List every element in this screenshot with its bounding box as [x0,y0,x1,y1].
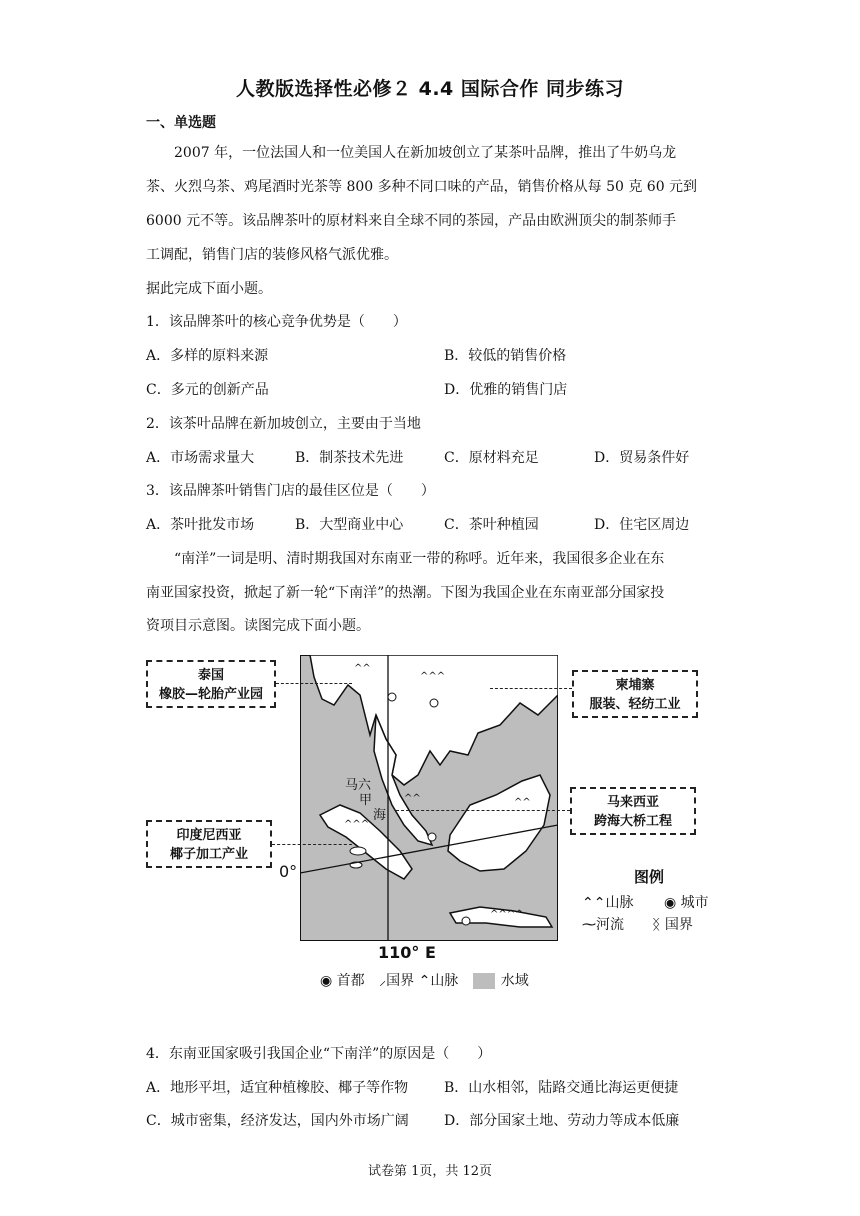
water-swatch [473,973,495,989]
city-marker [388,693,396,701]
southeast-asia-map [300,655,558,941]
mountain-icon: ^^^ [420,671,446,682]
section-heading: 一、单选题 [146,115,216,131]
q4-option-c: C．城市密集，经济发达，国内外市场广阔 [146,1113,409,1129]
q1-option-a: A．多样的原料来源 [146,348,269,364]
mountain-icon: ⌃⌃ [582,895,606,911]
q1-option-d: D．优雅的销售门店 [444,382,568,398]
mountain-icon: ⌃ [418,973,431,989]
callout-project: 椰子加工产业 [169,847,248,862]
passage1-instruction: 据此完成下面小题。 [146,281,272,297]
mountain-icon: ^^ [514,797,531,808]
callout-project: 服装、轻纺工业 [589,697,681,712]
legend-border-label: 国界 [386,973,415,989]
capital-icon: ◉ [320,973,333,989]
legend-city: ◉ 城市 [664,895,709,911]
q2-option-d: D．贸易条件好 [594,450,690,466]
legend-title: 图例 [634,868,665,886]
bottom-legend [320,970,529,990]
q1-option-b: B．较低的销售价格 [444,348,567,364]
page-title: 人教版选择性必修２ 4.4 国际合作 同步练习 [235,78,624,100]
city-marker [428,833,436,841]
sea-label-char: 海 [373,808,387,823]
callout-indonesia [146,820,272,868]
legend-border: ᛝ 国界 [652,917,693,933]
q2-option-b: B．制茶技术先进 [295,450,404,466]
city-marker [430,699,438,707]
passage2-line: “南洋”一词是明、清时期我国对东南亚一带的称呼。近年来，我国很多企业在东 [174,551,665,567]
question-2-stem: 2．该茶叶品牌在新加坡创立，主要由于当地 [146,416,421,432]
passage2-line: 南亚国家投资，掀起了新一轮“下南洋”的热潮。下图为我国企业在东南亚部分国家投 [146,585,665,601]
callout-leader [396,810,570,811]
river-icon: ⁓ [582,917,596,933]
callout-leader [272,844,352,845]
legend-capital-label: 首都 [336,973,365,989]
callout-leader [490,688,572,689]
legend-water-label: 水域 [500,973,529,989]
passage2-line: 资项目示意图。读图完成下面小题。 [146,618,370,634]
sea-label-char: 甲 [359,793,373,808]
passage1-line: 2007 年，一位法国人和一位美国人在新加坡创立了某茶叶品牌，推出了牛奶乌龙 [174,145,677,161]
callout-thailand [146,660,276,708]
malacca-sea-label [345,778,386,823]
map-graphic [300,655,558,941]
meridian-label: 110° E [378,943,436,962]
small-island [350,847,366,855]
q4-option-a: A．地形平坦，适宜种植橡胶、椰子等作物 [146,1080,409,1096]
mountain-icon: ^^ [404,793,421,804]
passage1-line: 茶、火烈乌茶、鸡尾酒时光茶等 800 多种不同口味的产品，销售价格从每 50 克 60 元到 [146,179,698,195]
city-icon: ◉ [664,895,681,911]
q4-option-b: B．山水相邻，陆路交通比海运更便捷 [444,1080,679,1096]
question-1-stem: 1．该品牌茶叶的核心竞争优势是（ ） [146,314,407,330]
q3-option-b: B．大型商业中心 [295,517,404,533]
legend-mountain-label: 山脉 [430,973,459,989]
callout-country: 马来西亚 [606,795,659,810]
mountain-icon: ^^^^ [490,909,524,920]
q2-option-a: A．市场需求量大 [146,450,255,466]
legend-river: ⁓河流 [582,917,624,933]
q3-option-a: A．茶叶批发市场 [146,517,255,533]
callout-country: 柬埔寨 [615,678,655,693]
q3-option-d: D．住宅区周边 [594,517,690,533]
callout-leader [276,683,352,684]
border-icon: ᛝ [652,917,665,933]
legend-mountain: ⌃⌃山脉 [582,895,634,911]
page-footer: 试卷第 1页，共 12页 [367,1164,493,1179]
equator-label: 0° [279,862,298,881]
callout-project: 橡胶—轮胎产业园 [158,687,263,702]
q2-option-c: C．原材料充足 [444,450,539,466]
passage1-line: 工调配，销售门店的装修风格气派优雅。 [146,247,398,263]
callout-cambodia [572,670,698,718]
q4-option-d: D．部分国家土地、劳动力等成本低廉 [444,1113,680,1129]
passage1-line: 6000 元不等。该品牌茶叶的原材料来自全球不同的茶园，产品由欧洲顶尖的制茶师手 [146,213,677,229]
sea-label-char: 六 [358,778,372,793]
city-marker [462,917,470,925]
callout-country: 泰国 [197,668,224,683]
border-icon: ⸝ [379,973,387,989]
q1-option-c: C．多元的创新产品 [146,382,269,398]
mountain-icon: ^^^ [344,819,370,830]
callout-malaysia [570,787,696,835]
question-4-stem: 4．东南亚国家吸引我国企业“下南洋”的原因是（ ） [146,1046,492,1062]
q3-option-c: C．茶叶种植园 [444,517,539,533]
mountain-icon: ^^ [354,663,371,674]
question-3-stem: 3．该品牌茶叶销售门店的最佳区位是（ ） [146,483,435,499]
callout-country: 印度尼西亚 [176,828,242,843]
callout-project: 跨海大桥工程 [593,814,672,829]
sea-label-char: 马 [345,778,359,793]
